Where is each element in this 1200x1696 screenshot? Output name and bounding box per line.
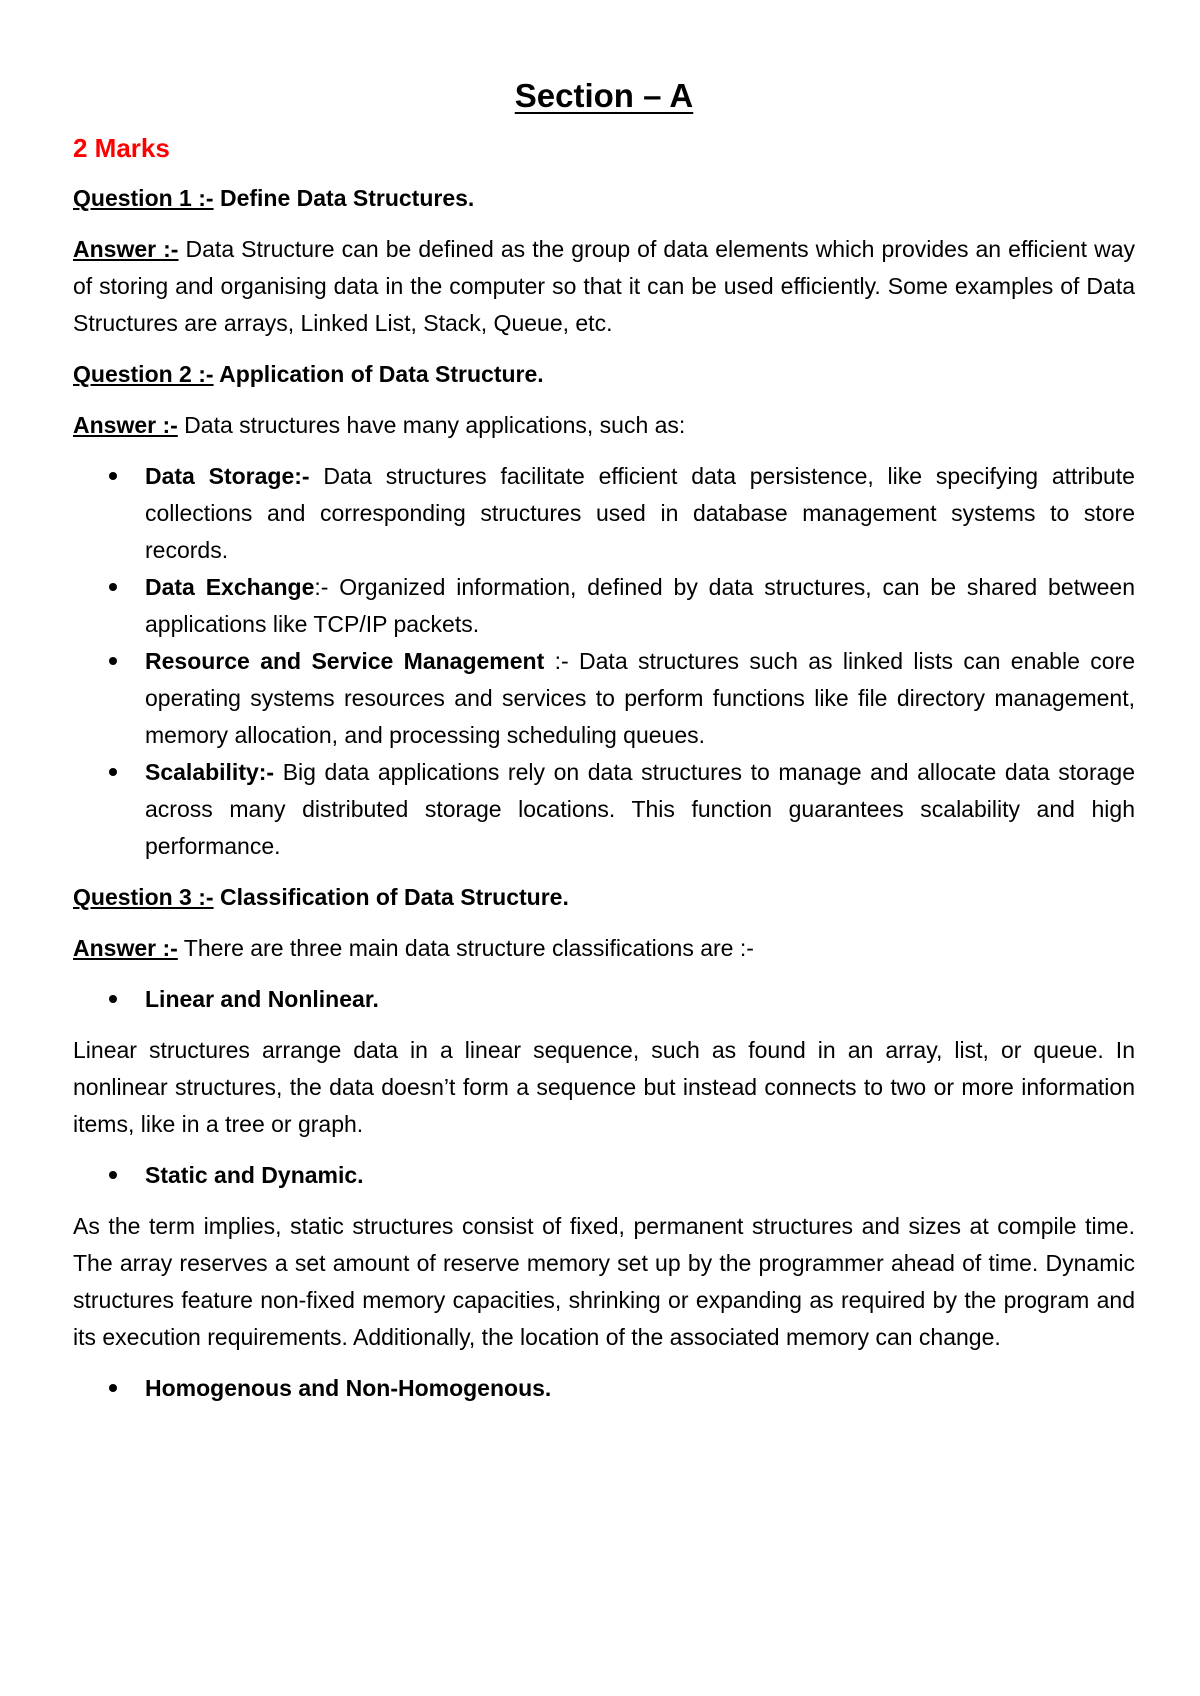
list-item: [73, 1157, 1135, 1194]
bullet-icon: [109, 995, 117, 1003]
marks-heading: 2 Marks: [73, 133, 170, 163]
document-page: [73, 74, 1135, 1421]
list-item-term: Resource and Service Management: [145, 648, 545, 674]
list-item-term: Scalability:-: [145, 759, 275, 785]
classification-list-3: [73, 1370, 1135, 1407]
list-item: [73, 754, 1135, 865]
list-item: [73, 643, 1135, 754]
classification-list-2: [73, 1157, 1135, 1194]
bullet-icon: [109, 1171, 117, 1179]
question-2-label: Question 2 :-: [73, 361, 214, 387]
list-item-text: :- Data structures such as linked lists can enable core operating systems resources and services to perform functions like file directory management, memory allocation, and processing scheduling queues.: [145, 648, 1135, 748]
classification-desc-static: As the term implies, static structures consist of fixed, permanent structures and sizes at compile time. The array reserves a set amount of reserve memory set up by the programmer ahead of time. Dynamic structures feature non-fixed memory capacities, shrinking or expanding as required by the program and its execution requirements. Additionally, the location of the associated memory can change.: [73, 1213, 1135, 1350]
classification-term-static: Static and Dynamic.: [145, 1162, 364, 1188]
question-3-label: Question 3 :-: [73, 884, 214, 910]
classification-desc-linear: Linear structures arrange data in a linear sequence, such as found in an array, list, or queue. In nonlinear structures, the data doesn’t form a sequence but instead connects to two or more information items, like in a tree or graph.: [73, 1037, 1135, 1137]
list-item: [73, 569, 1135, 643]
question-1-label: Question 1 :-: [73, 185, 214, 211]
question-1: [73, 180, 1135, 217]
classification-list-1: [73, 981, 1135, 1018]
answer-3-text: There are three main data structure classifications are :-: [177, 935, 754, 961]
bullet-icon: [109, 583, 117, 591]
question-2: [73, 356, 1135, 393]
question-2-text: Application of Data Structure.: [213, 361, 544, 387]
section-title: Section – A: [514, 77, 694, 114]
list-item: [73, 981, 1135, 1018]
answer-1: [73, 231, 1135, 342]
bullet-icon: [109, 657, 117, 665]
answer-1-label: Answer :-: [73, 236, 179, 262]
list-item-text: Data structures facilitate efficient data persistence, like specifying attribute collections and corresponding structures used in database management systems to store records.: [145, 463, 1135, 563]
answer-2-text: Data structures have many applications, such as:: [177, 412, 686, 438]
list-item-text: :- Organized information, defined by data structures, can be shared between applications like TCP/IP packets.: [145, 574, 1135, 637]
list-item: [73, 1370, 1135, 1407]
answer-1-text: Data Structure can be defined as the group of data elements which provides an efficient way of storing and organising data in the computer so that it can be used efficiently. Some examples of Data Structures are arrays, Linked List, Stack, Queue, etc.: [73, 236, 1135, 336]
list-item: [73, 458, 1135, 569]
classification-term-homogenous: Homogenous and Non-Homogenous.: [145, 1375, 552, 1401]
answer-3: [73, 930, 1135, 967]
classification-term-linear: Linear and Nonlinear.: [145, 986, 379, 1012]
applications-list: [73, 458, 1135, 865]
bullet-icon: [109, 472, 117, 480]
answer-3-label: Answer :-: [73, 935, 178, 961]
answer-2-label: Answer :-: [73, 412, 178, 438]
list-item-text: Big data applications rely on data structures to manage and allocate data storage across many distributed storage locations. This function guarantees scalability and high performance.: [145, 759, 1135, 859]
list-item-term: Data Storage:-: [145, 463, 310, 489]
question-3: [73, 879, 1135, 916]
answer-2: [73, 407, 1135, 444]
list-item-term: Data Exchange: [145, 574, 315, 600]
bullet-icon: [109, 768, 117, 776]
question-1-text: Define Data Structures.: [213, 185, 475, 211]
bullet-icon: [109, 1384, 117, 1392]
question-3-text: Classification of Data Structure.: [213, 884, 569, 910]
